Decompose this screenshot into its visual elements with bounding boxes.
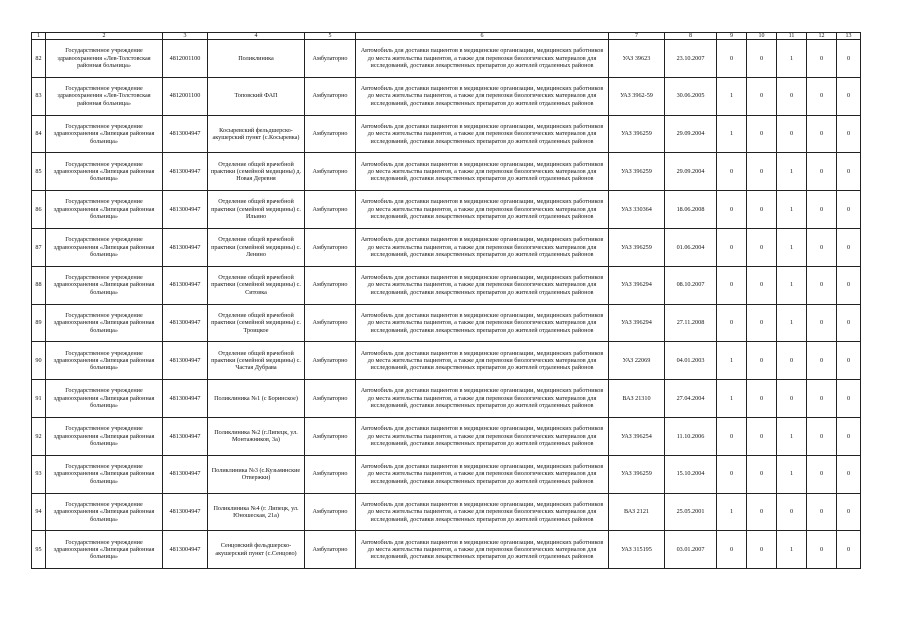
date-cell: 29.09.2004 [665, 153, 717, 191]
row-number-cell: 90 [32, 342, 46, 380]
care-type-cell: Амбулаторно [305, 153, 356, 191]
date-cell: 27.11.2008 [665, 304, 717, 342]
row-number-cell: 83 [32, 77, 46, 115]
organization-cell: Государственное учреждение здравоохранения «Липецкая районная больница» [46, 493, 163, 531]
care-type-cell: Амбулаторно [305, 115, 356, 153]
row-number-cell: 94 [32, 493, 46, 531]
col-12-cell: 0 [807, 77, 837, 115]
inn-cell: 4812001100 [163, 40, 208, 78]
col-13-cell: 0 [837, 380, 861, 418]
col-12-cell: 0 [807, 417, 837, 455]
table-row [32, 191, 861, 229]
col-11-cell: 1 [777, 40, 807, 78]
vehicle-model-cell: УАЗ 396259 [609, 153, 665, 191]
subdivision-cell: Отделение общей врачебной практики (семейной медицины) с. Ильино [208, 191, 305, 229]
col-13-cell: 0 [837, 191, 861, 229]
subdivision-cell: Отделение общей врачебной практики (семейной медицины) д. Новая Деревня [208, 153, 305, 191]
col-11-cell: 0 [777, 342, 807, 380]
col-13-cell: 0 [837, 115, 861, 153]
col-9-cell: 0 [717, 228, 747, 266]
vehicle-model-cell: УАЗ 396259 [609, 228, 665, 266]
col-10-cell: 0 [747, 531, 777, 569]
date-cell: 23.10.2007 [665, 40, 717, 78]
row-number-cell: 82 [32, 40, 46, 78]
column-number: 9 [717, 33, 747, 40]
care-type-cell: Амбулаторно [305, 493, 356, 531]
care-type-cell: Амбулаторно [305, 77, 356, 115]
col-9-cell: 1 [717, 493, 747, 531]
column-number: 7 [609, 33, 665, 40]
col-11-cell: 0 [777, 493, 807, 531]
date-cell: 30.06.2005 [665, 77, 717, 115]
col-10-cell: 0 [747, 115, 777, 153]
row-number-cell: 89 [32, 304, 46, 342]
col-12-cell: 0 [807, 493, 837, 531]
col-12-cell: 0 [807, 191, 837, 229]
care-type-cell: Амбулаторно [305, 40, 356, 78]
table-row [32, 417, 861, 455]
col-11-cell: 1 [777, 417, 807, 455]
col-13-cell: 0 [837, 77, 861, 115]
subdivision-cell: Поликлиника [208, 40, 305, 78]
col-10-cell: 0 [747, 455, 777, 493]
col-13-cell: 0 [837, 417, 861, 455]
vehicle-model-cell: УАЗ 3962-59 [609, 77, 665, 115]
date-cell: 01.06.2004 [665, 228, 717, 266]
table-row [32, 380, 861, 418]
vehicle-model-cell: УАЗ 396254 [609, 417, 665, 455]
col-10-cell: 0 [747, 493, 777, 531]
vehicle-model-cell: УАЗ 39623 [609, 40, 665, 78]
col-9-cell: 1 [717, 77, 747, 115]
column-number: 13 [837, 33, 861, 40]
purpose-cell: Автомобиль для доставки пациентов в медицинские организации, медицинских работников до места жительства пациентов, а также для перевозки биологических материалов для исследований, доставки лекарственных препаратов до жителей отдаленных районов [356, 493, 609, 531]
vehicle-model-cell: ВАЗ 21310 [609, 380, 665, 418]
col-13-cell: 0 [837, 266, 861, 304]
subdivision-cell: Отделение общей врачебной практики (семейной медицины) с. Частая Дубрава [208, 342, 305, 380]
col-11-cell: 1 [777, 266, 807, 304]
col-11-cell: 1 [777, 153, 807, 191]
subdivision-cell: Поликлиника №4 (г. Липецк, ул. Юношеская, 21а) [208, 493, 305, 531]
table-row [32, 493, 861, 531]
purpose-cell: Автомобиль для доставки пациентов в медицинские организации, медицинских работников до места жительства пациентов, а также для перевозки биологических материалов для исследований, доставки лекарственных препаратов до жителей отдаленных районов [356, 228, 609, 266]
inn-cell: 4813004947 [163, 191, 208, 229]
col-12-cell: 0 [807, 342, 837, 380]
organization-cell: Государственное учреждение здравоохранения «Лев-Толстовская районная больница» [46, 40, 163, 78]
subdivision-cell: Поликлиника №3 (с.Кузьминские Отвержки) [208, 455, 305, 493]
column-number: 12 [807, 33, 837, 40]
col-13-cell: 0 [837, 40, 861, 78]
col-9-cell: 1 [717, 115, 747, 153]
table-row [32, 342, 861, 380]
col-12-cell: 0 [807, 266, 837, 304]
col-10-cell: 0 [747, 304, 777, 342]
vehicle-model-cell: УАЗ 22069 [609, 342, 665, 380]
col-10-cell: 0 [747, 266, 777, 304]
col-12-cell: 0 [807, 40, 837, 78]
organization-cell: Государственное учреждение здравоохранения «Липецкая районная больница» [46, 228, 163, 266]
col-13-cell: 0 [837, 304, 861, 342]
col-10-cell: 0 [747, 228, 777, 266]
col-10-cell: 0 [747, 380, 777, 418]
date-cell: 25.05.2001 [665, 493, 717, 531]
col-9-cell: 1 [717, 380, 747, 418]
column-number: 4 [208, 33, 305, 40]
col-13-cell: 0 [837, 342, 861, 380]
col-11-cell: 1 [777, 455, 807, 493]
col-13-cell: 0 [837, 493, 861, 531]
care-type-cell: Амбулаторно [305, 417, 356, 455]
care-type-cell: Амбулаторно [305, 380, 356, 418]
care-type-cell: Амбулаторно [305, 304, 356, 342]
inn-cell: 4813004947 [163, 228, 208, 266]
subdivision-cell: Поликлиника №1 (с Боринское) [208, 380, 305, 418]
table-row [32, 304, 861, 342]
date-cell: 08.10.2007 [665, 266, 717, 304]
row-number-cell: 87 [32, 228, 46, 266]
col-12-cell: 0 [807, 228, 837, 266]
row-number-cell: 93 [32, 455, 46, 493]
col-12-cell: 0 [807, 115, 837, 153]
table-body [32, 40, 861, 569]
date-cell: 18.06.2008 [665, 191, 717, 229]
purpose-cell: Автомобиль для доставки пациентов в медицинские организации, медицинских работников до места жительства пациентов, а также для перевозки биологических материалов для исследований, доставки лекарственных препаратов до жителей отдаленных районов [356, 342, 609, 380]
col-10-cell: 0 [747, 417, 777, 455]
purpose-cell: Автомобиль для доставки пациентов в медицинские организации, медицинских работников до места жительства пациентов, а также для перевозки биологических материалов для исследований, доставки лекарственных препаратов до жителей отдаленных районов [356, 380, 609, 418]
date-cell: 11.10.2006 [665, 417, 717, 455]
subdivision-cell: Отделение общей врачебной практики (семейной медицины) с. Троицкое [208, 304, 305, 342]
inn-cell: 4813004947 [163, 417, 208, 455]
purpose-cell: Автомобиль для доставки пациентов в медицинские организации, медицинских работников до места жительства пациентов, а также для перевозки биологических материалов для исследований, доставки лекарственных препаратов до жителей отдаленных районов [356, 40, 609, 78]
col-9-cell: 1 [717, 342, 747, 380]
col-9-cell: 0 [717, 417, 747, 455]
col-12-cell: 0 [807, 153, 837, 191]
col-9-cell: 0 [717, 304, 747, 342]
inn-cell: 4813004947 [163, 531, 208, 569]
care-type-cell: Амбулаторно [305, 455, 356, 493]
subdivision-cell: Топовский ФАП [208, 77, 305, 115]
col-9-cell: 0 [717, 531, 747, 569]
organization-cell: Государственное учреждение здравоохранения «Лев-Толстовская районная больница» [46, 77, 163, 115]
row-number-cell: 84 [32, 115, 46, 153]
col-13-cell: 0 [837, 153, 861, 191]
inn-cell: 4813004947 [163, 266, 208, 304]
row-number-cell: 85 [32, 153, 46, 191]
row-number-cell: 95 [32, 531, 46, 569]
col-11-cell: 1 [777, 191, 807, 229]
col-12-cell: 0 [807, 380, 837, 418]
purpose-cell: Автомобиль для доставки пациентов в медицинские организации, медицинских работников до места жительства пациентов, а также для перевозки биологических материалов для исследований, доставки лекарственных препаратов до жителей отдаленных районов [356, 77, 609, 115]
date-cell: 27.04.2004 [665, 380, 717, 418]
row-number-cell: 92 [32, 417, 46, 455]
organization-cell: Государственное учреждение здравоохранения «Липецкая районная больница» [46, 266, 163, 304]
col-10-cell: 0 [747, 40, 777, 78]
col-9-cell: 0 [717, 153, 747, 191]
purpose-cell: Автомобиль для доставки пациентов в медицинские организации, медицинских работников до места жительства пациентов, а также для перевозки биологических материалов для исследований, доставки лекарственных препаратов до жителей отдаленных районов [356, 455, 609, 493]
date-cell: 03.01.2007 [665, 531, 717, 569]
purpose-cell: Автомобиль для доставки пациентов в медицинские организации, медицинских работников до места жительства пациентов, а также для перевозки биологических материалов для исследований, доставки лекарственных препаратов до жителей отдаленных районов [356, 266, 609, 304]
organization-cell: Государственное учреждение здравоохранения «Липецкая районная больница» [46, 531, 163, 569]
inn-cell: 4813004947 [163, 380, 208, 418]
inn-cell: 4813004947 [163, 153, 208, 191]
vehicle-model-cell: УАЗ 396259 [609, 115, 665, 153]
table-row [32, 455, 861, 493]
row-number-cell: 88 [32, 266, 46, 304]
column-number: 8 [665, 33, 717, 40]
col-11-cell: 0 [777, 77, 807, 115]
column-number-row [32, 33, 861, 40]
purpose-cell: Автомобиль для доставки пациентов в медицинские организации, медицинских работников до места жительства пациентов, а также для перевозки биологических материалов для исследований, доставки лекарственных препаратов до жителей отдаленных районов [356, 304, 609, 342]
col-9-cell: 0 [717, 191, 747, 229]
column-number: 5 [305, 33, 356, 40]
col-12-cell: 0 [807, 304, 837, 342]
column-number: 3 [163, 33, 208, 40]
table-row [32, 153, 861, 191]
col-11-cell: 1 [777, 531, 807, 569]
subdivision-cell: Сенцовский фельдшерско-акушерский пункт (с.Сенцово) [208, 531, 305, 569]
care-type-cell: Амбулаторно [305, 266, 356, 304]
subdivision-cell: Поликлиника №2 (г.Липецк, ул. Монтажников, 3а) [208, 417, 305, 455]
organization-cell: Государственное учреждение здравоохранения «Липецкая районная больница» [46, 380, 163, 418]
col-11-cell: 0 [777, 115, 807, 153]
subdivision-cell: Косыревский фельдшерско-акушерский пункт (с.Косыревка) [208, 115, 305, 153]
vehicle-model-cell: УАЗ 396294 [609, 266, 665, 304]
organization-cell: Государственное учреждение здравоохранения «Липецкая районная больница» [46, 455, 163, 493]
col-11-cell: 0 [777, 380, 807, 418]
organization-cell: Государственное учреждение здравоохранения «Липецкая районная больница» [46, 191, 163, 229]
vehicle-model-cell: УАЗ 330364 [609, 191, 665, 229]
col-10-cell: 0 [747, 191, 777, 229]
table-row [32, 40, 861, 78]
purpose-cell: Автомобиль для доставки пациентов в медицинские организации, медицинских работников до места жительства пациентов, а также для перевозки биологических материалов для исследований, доставки лекарственных препаратов до жителей отдаленных районов [356, 115, 609, 153]
inn-cell: 4813004947 [163, 455, 208, 493]
care-type-cell: Амбулаторно [305, 228, 356, 266]
inn-cell: 4813004947 [163, 493, 208, 531]
care-type-cell: Амбулаторно [305, 531, 356, 569]
row-number-cell: 91 [32, 380, 46, 418]
col-13-cell: 0 [837, 455, 861, 493]
date-cell: 29.09.2004 [665, 115, 717, 153]
organization-cell: Государственное учреждение здравоохранения «Липецкая районная больница» [46, 342, 163, 380]
col-10-cell: 0 [747, 342, 777, 380]
date-cell: 04.01.2003 [665, 342, 717, 380]
vehicle-register-table [31, 32, 861, 569]
col-13-cell: 0 [837, 531, 861, 569]
column-number: 11 [777, 33, 807, 40]
col-9-cell: 0 [717, 40, 747, 78]
col-9-cell: 0 [717, 266, 747, 304]
col-10-cell: 0 [747, 77, 777, 115]
vehicle-model-cell: ВАЗ 2121 [609, 493, 665, 531]
column-number: 1 [32, 33, 46, 40]
organization-cell: Государственное учреждение здравоохранения «Липецкая районная больница» [46, 153, 163, 191]
inn-cell: 4813004947 [163, 115, 208, 153]
col-12-cell: 0 [807, 531, 837, 569]
column-number: 2 [46, 33, 163, 40]
care-type-cell: Амбулаторно [305, 342, 356, 380]
table-row [32, 77, 861, 115]
column-number: 6 [356, 33, 609, 40]
table-row [32, 531, 861, 569]
table-row [32, 266, 861, 304]
subdivision-cell: Отделение общей врачебной практики (семейной медицины) с. Ситовка [208, 266, 305, 304]
table-row [32, 115, 861, 153]
col-11-cell: 1 [777, 304, 807, 342]
organization-cell: Государственное учреждение здравоохранения «Липецкая районная больница» [46, 115, 163, 153]
care-type-cell: Амбулаторно [305, 191, 356, 229]
col-9-cell: 0 [717, 455, 747, 493]
purpose-cell: Автомобиль для доставки пациентов в медицинские организации, медицинских работников до места жительства пациентов, а также для перевозки биологических материалов для исследований, доставки лекарственных препаратов до жителей отдаленных районов [356, 417, 609, 455]
purpose-cell: Автомобиль для доставки пациентов в медицинские организации, медицинских работников до места жительства пациентов, а также для перевозки биологических материалов для исследований, доставки лекарственных препаратов до жителей отдаленных районов [356, 531, 609, 569]
col-11-cell: 1 [777, 228, 807, 266]
purpose-cell: Автомобиль для доставки пациентов в медицинские организации, медицинских работников до места жительства пациентов, а также для перевозки биологических материалов для исследований, доставки лекарственных препаратов до жителей отдаленных районов [356, 191, 609, 229]
table-row [32, 228, 861, 266]
inn-cell: 4813004947 [163, 304, 208, 342]
vehicle-model-cell: УАЗ 315195 [609, 531, 665, 569]
date-cell: 15.10.2004 [665, 455, 717, 493]
vehicle-model-cell: УАЗ 396259 [609, 455, 665, 493]
column-number: 10 [747, 33, 777, 40]
col-12-cell: 0 [807, 455, 837, 493]
organization-cell: Государственное учреждение здравоохранения «Липецкая районная больница» [46, 417, 163, 455]
subdivision-cell: Отделение общей врачебной практики (семейной медицины) с. Ленино [208, 228, 305, 266]
vehicle-model-cell: УАЗ 396294 [609, 304, 665, 342]
inn-cell: 4813004947 [163, 342, 208, 380]
col-13-cell: 0 [837, 228, 861, 266]
col-10-cell: 0 [747, 153, 777, 191]
inn-cell: 4812001100 [163, 77, 208, 115]
purpose-cell: Автомобиль для доставки пациентов в медицинские организации, медицинских работников до места жительства пациентов, а также для перевозки биологических материалов для исследований, доставки лекарственных препаратов до жителей отдаленных районов [356, 153, 609, 191]
organization-cell: Государственное учреждение здравоохранения «Липецкая районная больница» [46, 304, 163, 342]
row-number-cell: 86 [32, 191, 46, 229]
